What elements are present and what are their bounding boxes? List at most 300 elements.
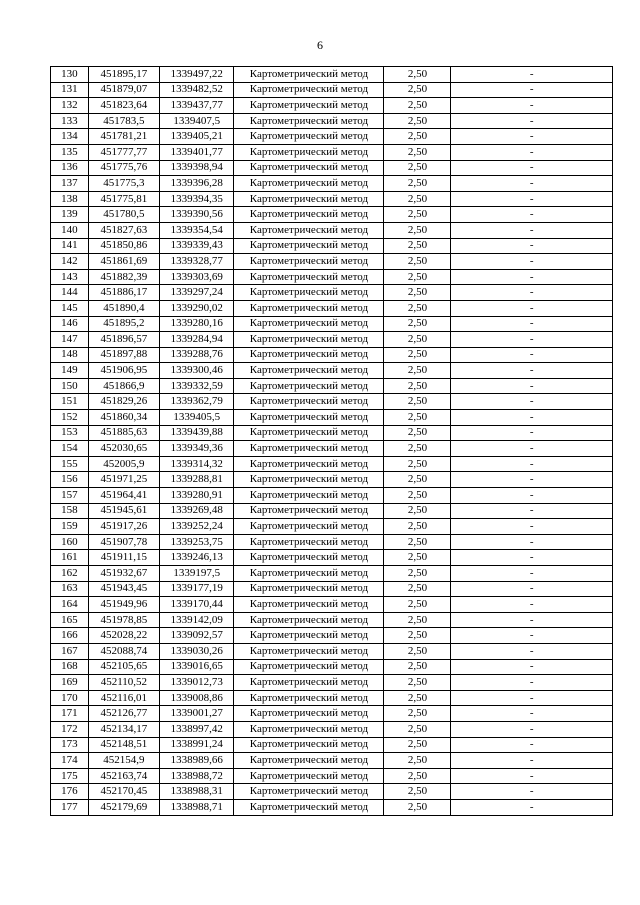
description-cell: -: [451, 425, 613, 441]
method-cell: Картометрический метод: [234, 612, 384, 628]
table-row: [51, 643, 613, 659]
x-coordinate-cell: 452028,22: [88, 628, 159, 644]
method-cell: Картометрический метод: [234, 113, 384, 129]
description-cell: -: [451, 222, 613, 238]
accuracy-cell: 2,50: [384, 581, 451, 597]
accuracy-cell: 2,50: [384, 67, 451, 83]
table-row: [51, 378, 613, 394]
method-cell: Картометрический метод: [234, 675, 384, 691]
description-cell: -: [451, 690, 613, 706]
accuracy-cell: 2,50: [384, 690, 451, 706]
point-number-cell: 146: [51, 316, 89, 332]
point-number-cell: 134: [51, 129, 89, 145]
table-row: [51, 690, 613, 706]
table-row: [51, 550, 613, 566]
description-cell: -: [451, 472, 613, 488]
description-cell: -: [451, 113, 613, 129]
description-cell: -: [451, 643, 613, 659]
y-coordinate-cell: 1338997,42: [160, 721, 234, 737]
y-coordinate-cell: 1339288,76: [160, 347, 234, 363]
method-cell: Картометрический метод: [234, 488, 384, 504]
point-number-cell: 133: [51, 113, 89, 129]
method-cell: Картометрический метод: [234, 456, 384, 472]
y-coordinate-cell: 1339405,5: [160, 410, 234, 426]
y-coordinate-cell: 1339497,22: [160, 67, 234, 83]
description-cell: -: [451, 82, 613, 98]
point-number-cell: 149: [51, 363, 89, 379]
table-row: [51, 410, 613, 426]
table-row: [51, 160, 613, 176]
table-row: [51, 176, 613, 192]
point-number-cell: 158: [51, 503, 89, 519]
accuracy-cell: 2,50: [384, 347, 451, 363]
x-coordinate-cell: 451827,63: [88, 222, 159, 238]
accuracy-cell: 2,50: [384, 753, 451, 769]
x-coordinate-cell: 451906,95: [88, 363, 159, 379]
y-coordinate-cell: 1339177,19: [160, 581, 234, 597]
y-coordinate-cell: 1339349,36: [160, 441, 234, 457]
description-cell: -: [451, 441, 613, 457]
description-cell: -: [451, 285, 613, 301]
accuracy-cell: 2,50: [384, 254, 451, 270]
point-number-cell: 177: [51, 799, 89, 815]
y-coordinate-cell: 1339439,88: [160, 425, 234, 441]
accuracy-cell: 2,50: [384, 363, 451, 379]
point-number-cell: 148: [51, 347, 89, 363]
table-row: [51, 456, 613, 472]
y-coordinate-cell: 1339339,43: [160, 238, 234, 254]
table-row: [51, 332, 613, 348]
y-coordinate-cell: 1339253,75: [160, 534, 234, 550]
accuracy-cell: 2,50: [384, 300, 451, 316]
accuracy-cell: 2,50: [384, 332, 451, 348]
point-number-cell: 142: [51, 254, 89, 270]
description-cell: -: [451, 659, 613, 675]
x-coordinate-cell: 451943,45: [88, 581, 159, 597]
x-coordinate-cell: 451775,3: [88, 176, 159, 192]
x-coordinate-cell: 451860,34: [88, 410, 159, 426]
table-row: [51, 753, 613, 769]
point-number-cell: 175: [51, 768, 89, 784]
point-number-cell: 172: [51, 721, 89, 737]
method-cell: Картометрический метод: [234, 129, 384, 145]
description-cell: -: [451, 628, 613, 644]
description-cell: -: [451, 737, 613, 753]
accuracy-cell: 2,50: [384, 425, 451, 441]
method-cell: Картометрический метод: [234, 378, 384, 394]
x-coordinate-cell: 452088,74: [88, 643, 159, 659]
method-cell: Картометрический метод: [234, 222, 384, 238]
accuracy-cell: 2,50: [384, 191, 451, 207]
method-cell: Картометрический метод: [234, 144, 384, 160]
table-row: [51, 191, 613, 207]
method-cell: Картометрический метод: [234, 737, 384, 753]
y-coordinate-cell: 1339396,28: [160, 176, 234, 192]
y-coordinate-cell: 1339332,59: [160, 378, 234, 394]
description-cell: -: [451, 503, 613, 519]
description-cell: -: [451, 799, 613, 815]
x-coordinate-cell: 451949,96: [88, 597, 159, 613]
y-coordinate-cell: 1339362,79: [160, 394, 234, 410]
accuracy-cell: 2,50: [384, 176, 451, 192]
point-number-cell: 140: [51, 222, 89, 238]
table-row: [51, 441, 613, 457]
description-cell: -: [451, 550, 613, 566]
method-cell: Картометрический метод: [234, 550, 384, 566]
y-coordinate-cell: 1339314,32: [160, 456, 234, 472]
point-number-cell: 155: [51, 456, 89, 472]
point-number-cell: 150: [51, 378, 89, 394]
y-coordinate-cell: 1339269,48: [160, 503, 234, 519]
method-cell: Картометрический метод: [234, 160, 384, 176]
y-coordinate-cell: 1339354,54: [160, 222, 234, 238]
accuracy-cell: 2,50: [384, 643, 451, 659]
table-row: [51, 675, 613, 691]
x-coordinate-cell: 451907,78: [88, 534, 159, 550]
description-cell: -: [451, 721, 613, 737]
point-number-cell: 152: [51, 410, 89, 426]
description-cell: -: [451, 394, 613, 410]
accuracy-cell: 2,50: [384, 82, 451, 98]
method-cell: Картометрический метод: [234, 441, 384, 457]
accuracy-cell: 2,50: [384, 285, 451, 301]
x-coordinate-cell: 451850,86: [88, 238, 159, 254]
y-coordinate-cell: 1338989,66: [160, 753, 234, 769]
method-cell: Картометрический метод: [234, 254, 384, 270]
point-number-cell: 144: [51, 285, 89, 301]
point-number-cell: 137: [51, 176, 89, 192]
table-row: [51, 768, 613, 784]
point-number-cell: 162: [51, 566, 89, 582]
method-cell: Картометрический метод: [234, 721, 384, 737]
point-number-cell: 166: [51, 628, 89, 644]
coordinates-table: [50, 66, 613, 816]
accuracy-cell: 2,50: [384, 378, 451, 394]
accuracy-cell: 2,50: [384, 612, 451, 628]
x-coordinate-cell: 452030,65: [88, 441, 159, 457]
description-cell: -: [451, 144, 613, 160]
y-coordinate-cell: 1339008,86: [160, 690, 234, 706]
y-coordinate-cell: 1339142,09: [160, 612, 234, 628]
table-row: [51, 113, 613, 129]
y-coordinate-cell: 1339284,94: [160, 332, 234, 348]
x-coordinate-cell: 451890,4: [88, 300, 159, 316]
x-coordinate-cell: 451896,57: [88, 332, 159, 348]
point-number-cell: 164: [51, 597, 89, 613]
table-row: [51, 98, 613, 114]
description-cell: -: [451, 207, 613, 223]
method-cell: Картометрический метод: [234, 581, 384, 597]
method-cell: Картометрический метод: [234, 191, 384, 207]
accuracy-cell: 2,50: [384, 519, 451, 535]
x-coordinate-cell: 451882,39: [88, 269, 159, 285]
y-coordinate-cell: 1339401,77: [160, 144, 234, 160]
y-coordinate-cell: 1339197,5: [160, 566, 234, 582]
accuracy-cell: 2,50: [384, 441, 451, 457]
table-row: [51, 82, 613, 98]
method-cell: Картометрический метод: [234, 799, 384, 815]
table-row: [51, 254, 613, 270]
y-coordinate-cell: 1339288,81: [160, 472, 234, 488]
method-cell: Картометрический метод: [234, 300, 384, 316]
accuracy-cell: 2,50: [384, 737, 451, 753]
table-row: [51, 347, 613, 363]
y-coordinate-cell: 1339016,65: [160, 659, 234, 675]
x-coordinate-cell: 451978,85: [88, 612, 159, 628]
y-coordinate-cell: 1339280,16: [160, 316, 234, 332]
accuracy-cell: 2,50: [384, 207, 451, 223]
table-row: [51, 300, 613, 316]
x-coordinate-cell: 452154,9: [88, 753, 159, 769]
accuracy-cell: 2,50: [384, 721, 451, 737]
accuracy-cell: 2,50: [384, 394, 451, 410]
point-number-cell: 156: [51, 472, 89, 488]
y-coordinate-cell: 1339300,46: [160, 363, 234, 379]
table-row: [51, 144, 613, 160]
y-coordinate-cell: 1339092,57: [160, 628, 234, 644]
table-row: [51, 394, 613, 410]
method-cell: Картометрический метод: [234, 176, 384, 192]
description-cell: -: [451, 581, 613, 597]
accuracy-cell: 2,50: [384, 659, 451, 675]
y-coordinate-cell: 1338991,24: [160, 737, 234, 753]
x-coordinate-cell: 452134,17: [88, 721, 159, 737]
y-coordinate-cell: 1339328,77: [160, 254, 234, 270]
method-cell: Картометрический метод: [234, 659, 384, 675]
accuracy-cell: 2,50: [384, 238, 451, 254]
y-coordinate-cell: 1339398,94: [160, 160, 234, 176]
method-cell: Картометрический метод: [234, 269, 384, 285]
method-cell: Картометрический метод: [234, 566, 384, 582]
point-number-cell: 170: [51, 690, 89, 706]
point-number-cell: 159: [51, 519, 89, 535]
description-cell: -: [451, 160, 613, 176]
method-cell: Картометрический метод: [234, 519, 384, 535]
table-row: [51, 737, 613, 753]
point-number-cell: 132: [51, 98, 89, 114]
method-cell: Картометрический метод: [234, 363, 384, 379]
accuracy-cell: 2,50: [384, 784, 451, 800]
x-coordinate-cell: 451781,21: [88, 129, 159, 145]
description-cell: -: [451, 675, 613, 691]
description-cell: -: [451, 753, 613, 769]
method-cell: Картометрический метод: [234, 207, 384, 223]
method-cell: Картометрический метод: [234, 690, 384, 706]
method-cell: Картометрический метод: [234, 410, 384, 426]
x-coordinate-cell: 451971,25: [88, 472, 159, 488]
y-coordinate-cell: 1339437,77: [160, 98, 234, 114]
point-number-cell: 130: [51, 67, 89, 83]
accuracy-cell: 2,50: [384, 410, 451, 426]
point-number-cell: 160: [51, 534, 89, 550]
x-coordinate-cell: 451895,2: [88, 316, 159, 332]
point-number-cell: 135: [51, 144, 89, 160]
x-coordinate-cell: 451777,77: [88, 144, 159, 160]
point-number-cell: 161: [51, 550, 89, 566]
point-number-cell: 167: [51, 643, 89, 659]
description-cell: -: [451, 566, 613, 582]
x-coordinate-cell: 451823,64: [88, 98, 159, 114]
table-row: [51, 207, 613, 223]
point-number-cell: 153: [51, 425, 89, 441]
description-cell: -: [451, 410, 613, 426]
x-coordinate-cell: 451964,41: [88, 488, 159, 504]
x-coordinate-cell: 451897,88: [88, 347, 159, 363]
accuracy-cell: 2,50: [384, 160, 451, 176]
y-coordinate-cell: 1339170,44: [160, 597, 234, 613]
table-row: [51, 67, 613, 83]
description-cell: -: [451, 488, 613, 504]
point-number-cell: 176: [51, 784, 89, 800]
method-cell: Картометрический метод: [234, 753, 384, 769]
description-cell: -: [451, 300, 613, 316]
accuracy-cell: 2,50: [384, 799, 451, 815]
accuracy-cell: 2,50: [384, 675, 451, 691]
x-coordinate-cell: 452163,74: [88, 768, 159, 784]
description-cell: -: [451, 238, 613, 254]
x-coordinate-cell: 451829,26: [88, 394, 159, 410]
accuracy-cell: 2,50: [384, 503, 451, 519]
description-cell: -: [451, 706, 613, 722]
accuracy-cell: 2,50: [384, 222, 451, 238]
method-cell: Картометрический метод: [234, 768, 384, 784]
point-number-cell: 139: [51, 207, 89, 223]
method-cell: Картометрический метод: [234, 67, 384, 83]
accuracy-cell: 2,50: [384, 456, 451, 472]
table-row: [51, 784, 613, 800]
method-cell: Картометрический метод: [234, 238, 384, 254]
point-number-cell: 165: [51, 612, 89, 628]
method-cell: Картометрический метод: [234, 82, 384, 98]
table-row: [51, 597, 613, 613]
method-cell: Картометрический метод: [234, 534, 384, 550]
table-row: [51, 129, 613, 145]
method-cell: Картометрический метод: [234, 706, 384, 722]
method-cell: Картометрический метод: [234, 628, 384, 644]
method-cell: Картометрический метод: [234, 285, 384, 301]
point-number-cell: 147: [51, 332, 89, 348]
accuracy-cell: 2,50: [384, 98, 451, 114]
accuracy-cell: 2,50: [384, 566, 451, 582]
point-number-cell: 173: [51, 737, 89, 753]
description-cell: -: [451, 332, 613, 348]
x-coordinate-cell: 451945,61: [88, 503, 159, 519]
x-coordinate-cell: 452148,51: [88, 737, 159, 753]
table-row: [51, 238, 613, 254]
description-cell: -: [451, 534, 613, 550]
description-cell: -: [451, 456, 613, 472]
description-cell: -: [451, 269, 613, 285]
description-cell: -: [451, 378, 613, 394]
table-row: [51, 659, 613, 675]
point-number-cell: 163: [51, 581, 89, 597]
x-coordinate-cell: 451775,81: [88, 191, 159, 207]
x-coordinate-cell: 452179,69: [88, 799, 159, 815]
description-cell: -: [451, 597, 613, 613]
description-cell: -: [451, 129, 613, 145]
page-number: 6: [317, 38, 323, 52]
x-coordinate-cell: 451886,17: [88, 285, 159, 301]
description-cell: -: [451, 347, 613, 363]
accuracy-cell: 2,50: [384, 269, 451, 285]
x-coordinate-cell: 451780,5: [88, 207, 159, 223]
description-cell: -: [451, 67, 613, 83]
table-row: [51, 503, 613, 519]
x-coordinate-cell: 451775,76: [88, 160, 159, 176]
y-coordinate-cell: 1339482,52: [160, 82, 234, 98]
table-row: [51, 488, 613, 504]
x-coordinate-cell: 451917,26: [88, 519, 159, 535]
accuracy-cell: 2,50: [384, 316, 451, 332]
y-coordinate-cell: 1339303,69: [160, 269, 234, 285]
accuracy-cell: 2,50: [384, 597, 451, 613]
table-row: [51, 519, 613, 535]
description-cell: -: [451, 254, 613, 270]
table-row: [51, 612, 613, 628]
description-cell: -: [451, 363, 613, 379]
point-number-cell: 145: [51, 300, 89, 316]
table-row: [51, 581, 613, 597]
point-number-cell: 136: [51, 160, 89, 176]
method-cell: Картометрический метод: [234, 784, 384, 800]
point-number-cell: 169: [51, 675, 89, 691]
point-number-cell: 143: [51, 269, 89, 285]
method-cell: Картометрический метод: [234, 597, 384, 613]
accuracy-cell: 2,50: [384, 129, 451, 145]
x-coordinate-cell: 451911,15: [88, 550, 159, 566]
y-coordinate-cell: 1339407,5: [160, 113, 234, 129]
point-number-cell: 131: [51, 82, 89, 98]
method-cell: Картометрический метод: [234, 332, 384, 348]
accuracy-cell: 2,50: [384, 550, 451, 566]
y-coordinate-cell: 1339405,21: [160, 129, 234, 145]
description-cell: -: [451, 191, 613, 207]
table-row: [51, 269, 613, 285]
table-row: [51, 472, 613, 488]
x-coordinate-cell: 451861,69: [88, 254, 159, 270]
accuracy-cell: 2,50: [384, 472, 451, 488]
x-coordinate-cell: 452170,45: [88, 784, 159, 800]
point-number-cell: 174: [51, 753, 89, 769]
table-row: [51, 566, 613, 582]
y-coordinate-cell: 1338988,72: [160, 768, 234, 784]
x-coordinate-cell: 452116,01: [88, 690, 159, 706]
description-cell: -: [451, 784, 613, 800]
x-coordinate-cell: 452110,52: [88, 675, 159, 691]
accuracy-cell: 2,50: [384, 113, 451, 129]
table-row: [51, 425, 613, 441]
point-number-cell: 157: [51, 488, 89, 504]
x-coordinate-cell: 452005,9: [88, 456, 159, 472]
description-cell: -: [451, 768, 613, 784]
table-row: [51, 628, 613, 644]
y-coordinate-cell: 1339246,13: [160, 550, 234, 566]
y-coordinate-cell: 1339001,27: [160, 706, 234, 722]
y-coordinate-cell: 1339252,24: [160, 519, 234, 535]
x-coordinate-cell: 452126,77: [88, 706, 159, 722]
y-coordinate-cell: 1339280,91: [160, 488, 234, 504]
x-coordinate-cell: 451932,67: [88, 566, 159, 582]
y-coordinate-cell: 1339012,73: [160, 675, 234, 691]
x-coordinate-cell: 451866,9: [88, 378, 159, 394]
method-cell: Картометрический метод: [234, 503, 384, 519]
x-coordinate-cell: 451895,17: [88, 67, 159, 83]
x-coordinate-cell: 452105,65: [88, 659, 159, 675]
description-cell: -: [451, 316, 613, 332]
table-row: [51, 799, 613, 815]
method-cell: Картометрический метод: [234, 98, 384, 114]
table-row: [51, 222, 613, 238]
